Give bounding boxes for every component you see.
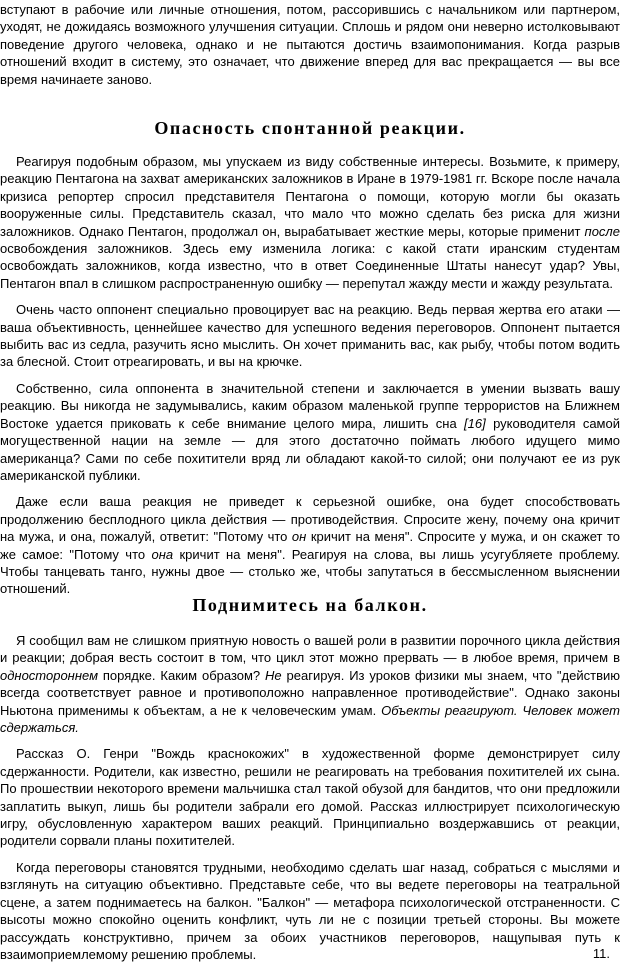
section-1-paragraph-3 [0,380,620,484]
text-run: кричит на меня". Реагируя на слова, вы лишь усугубляете проблему. Чтобы танцевать танго, нужны двое — столько же, чтобы запутаться в бессмысленном выяснении отношений. [0,546,620,597]
intro-block [0,1,620,88]
section-2-body [0,632,620,963]
section-1-paragraph-1 [0,153,620,292]
section-2-paragraph-2: Рассказ О. Генри "Вождь краснокожих" в художественной форме демонстрирует силу сдержанности. Родители, как известно, решили не реагировать на требования похитителей их сына. По прошествии некоторого времени мальчишка стал такой обузой для бандитов, что они предложили заплатить выкуп, лишь бы родители забрали его домой. Рассказ иллюстрирует психологическую игру, обусловленную характером ваших реакций. Принципиально воздержавшись от реакции, родители сорвали планы похитителей. [0,746,620,849]
section-2-title: Поднимитесь на балкон. [192,595,428,615]
section-1-paragraph-2: Очень часто оппонент специально провоцирует вас на реакцию. Ведь первая жертва его атаки — ваша объективность, ценнейшее качество для успешного ведения переговоров. Оппонент пытается выбить вас из седла, разучить ясно мыслить. Он хочет приманить вас, как рыбу, чтобы потом водить за блесной. Стоит отреагировать, и вы на крючке. [0,302,620,370]
emphasis: он [291,529,307,545]
section-1-paragraph-4 [0,493,620,597]
text-run: руководителя самой могущественной нации на земле — для этого достаточно поймать любого идущего мимо американца? Сами по себе похитители вряд ли обладают какой-то силой; они получают ее из рук американской публики. [0,415,620,483]
section-2-heading-block [0,594,620,616]
text-run: кричит на меня". Спросите у мужа, и он скажет то же самое: "Потому что [0,529,620,562]
emphasis: одностороннем [0,667,98,683]
emphasis: после [584,223,620,239]
emphasis: Не [265,667,282,683]
emphasis: Объекты реагируют. Человек может сдержаться. [0,702,620,736]
text-run: освобождения заложников. Здесь ему изменила логика: с какой стати иранским студентам освобождать заложников, когда известно, что в ответ Соединенные Штаты нанесут удар? Увы, Пентагон впал в слишком распространенную ошибку — перепутал жажду мести и жажду результата. [0,241,620,291]
text-run: Я сообщил вам не слишком приятную новость о вашей роли в развитии порочного цикла действия и реакции; добрая весть состоит в том, что цикл этот можно прервать — в любое время, причем в [0,633,620,666]
text-run: Собственно, сила оппонента в значительной степени и заключается в умении вызвать вашу реакцию. Вы никогда не задумывались, каким образом маленькой группе террористов на Ближнем Востоке удается приковать к себе внимание целого мира, лишить сна [0,380,620,431]
intro-paragraph: вступают в рабочие или личные отношения, потом, рассорившись с начальником или партнером, уходят, не дожидаясь возможного улучшения ситуации. Сплошь и рядом они неверно истолковывают поведение другого человека, однако и не пытаются достичь взаимопонимания. Когда разрыв отношений входит в систему, это означает, что движение вперед для вас прекращается — вы все время начинаете заново. [0,2,620,87]
page-number: 11. [592,946,610,961]
text-run: Даже если ваша реакция не приведет к серьезной ошибке, она будет способствовать продолжению бесплодного цикла действия — противодействия. Спросите жену, почему она кричит на мужа, и она, пожалуй, ответит: "Потому что [0,494,620,545]
text-run: реагируя. Из уроков физики мы знаем, что "действию всегда соответствует равное и противоположно направленное противодействие". Однако законы Ньютона применимы к объектам, а не к человеческим умам. [0,667,620,718]
text-run: порядке. Каким образом? [97,667,266,683]
text-run: Реагируя подобным образом, мы упускаем из виду собственные интересы. Возьмите, к примеру, реакцию Пентагона на захват американских заложников в Иране в 1979-1981 гг. Вскоре после начала кризиса репортер спросил представителя Пентагона о помощи, которую могли бы оказать вооруженные силы. Представитель сказал, что мало что можно сделать без риска для жизни заложников. Однако Пентагон, продолжал он, вырабатывает жесткие меры, которые применит [0,154,620,239]
footnote-ref: [16] [464,415,486,431]
section-2-paragraph-1 [0,632,620,736]
section-1-heading-block [0,117,620,139]
section-1-title: Опасность спонтанной реакции. [154,118,466,138]
emphasis: она [151,546,174,562]
section-1-body [0,153,620,598]
section-2-paragraph-3: Когда переговоры становятся трудными, необходимо сделать шаг назад, собраться с мыслями и взглянуть на ситуацию объективно. Представьте себе, что вы ведете переговоры на театральной сцене, а затем поднимаетесь на балкон. "Балкон" — метафора психологической отстраненности. С высоты можно спокойно оценить конфликт, чуть ли не с позиции третьей стороны. Вы можете рассуждать конструктивно, причем за обоих участников переговоров, нащупывая путь к взаимоприемлемому решению проблемы. [0,859,620,962]
